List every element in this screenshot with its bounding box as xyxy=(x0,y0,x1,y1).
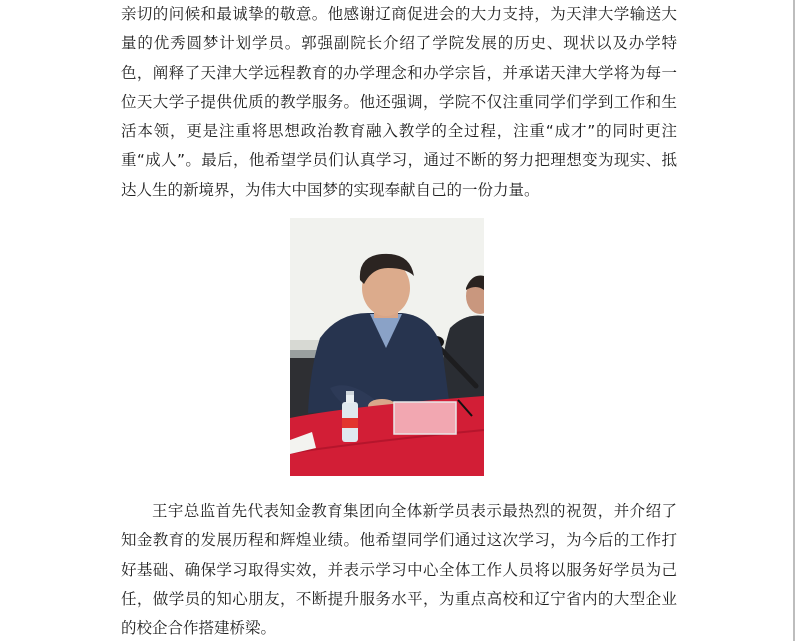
photo-bottle-neck xyxy=(346,394,354,403)
event-photo-illustration xyxy=(290,218,484,476)
article-paragraph-2: 王宇总监首先代表知金教育集团向全体新学员表示最热烈的祝贺，并介绍了知金教育的发展历程和辉煌业绩。他希望同学们通过这次学习，为今后的工作打好基础、确保学习取得实效，并表示学习中心全体工作人员将以服务好学员为己任，做学员的知心朋友，不断提升服务水平，为重点高校和辽宁省内的大型企业的校企合作搭建桥梁。 xyxy=(121,502,677,638)
photo-bottle-label xyxy=(342,418,358,428)
article-paragraph-1: 亲切的问候和最诚挚的敬意。他感谢辽商促进会的大力支持，为天津大学输送大量的优秀圆梦计划学员。郭强副院长介绍了学院发展的历史、现状以及办学特色，阐释了天津大学远程教育的办学理念和办学宗旨，并承诺天津大学将为每一位天大学子提供优质的教学服务。他还强调，学院不仅注重同学们学到工作和生活本领，更是注重将思想政治教育融入教学的全过程，注重“成才”的同时更注重“成人”。最后，他希望学员们认真学习，通过不断的努力把理想变为现实、抵达人生的新境界，为伟大中国梦的实现奉献自己的一份力量。 xyxy=(121,5,677,199)
photo-bottle-cap xyxy=(346,391,354,395)
event-photo xyxy=(290,218,484,476)
photo-name-card xyxy=(394,402,456,434)
